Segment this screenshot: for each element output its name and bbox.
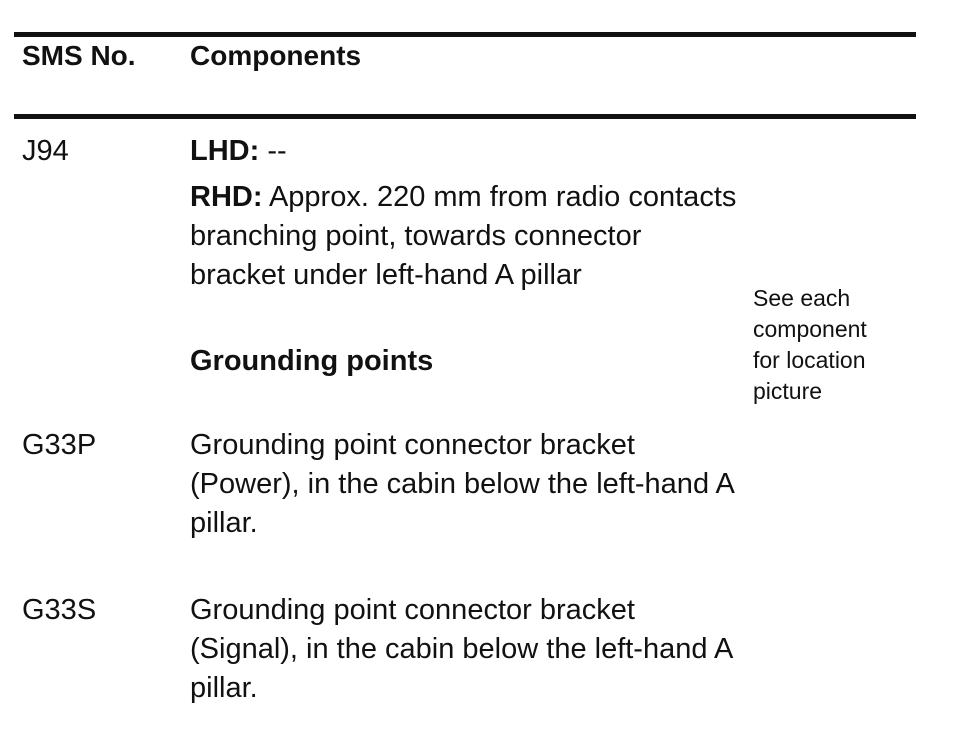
rhd-line-1: [190, 178, 736, 217]
rhd-line-3: bracket under left-hand A pillar: [190, 259, 582, 291]
g33p-line-3: pillar.: [190, 507, 258, 539]
table-top-rule: [14, 32, 916, 37]
side-note-line: picture: [753, 378, 823, 404]
header-components: Components: [190, 40, 362, 71]
rhd-line-2: branching point, towards connector: [190, 220, 642, 252]
lhd-value: --: [259, 135, 287, 167]
g33p-line-2: (Power), in the cabin below the left-hand A: [190, 468, 735, 500]
g33s-line-3: pillar.: [190, 672, 258, 704]
header-sms-no: SMS No.: [22, 40, 136, 71]
table-header-rule: [14, 114, 916, 119]
sms-number-j94: J94: [22, 135, 69, 167]
g33s-line-2: (Signal), in the cabin below the left-hand A: [190, 633, 734, 665]
lhd-label: LHD:: [190, 135, 260, 167]
rhd-label: RHD:: [190, 181, 263, 213]
side-note: [753, 283, 867, 407]
sms-number-g33s: G33S: [22, 594, 97, 626]
rhd-text: Approx. 220 mm from radio contacts: [262, 181, 737, 213]
side-note-line: See each: [753, 285, 851, 311]
g33p-line-1: Grounding point connector bracket: [190, 429, 635, 461]
sms-number-g33p: G33P: [22, 429, 97, 461]
g33s-line-1: Grounding point connector bracket: [190, 594, 635, 626]
side-note-line: component: [753, 316, 867, 342]
grounding-points-heading: Grounding points: [190, 345, 434, 377]
lhd-line: [190, 132, 287, 171]
side-note-line: for location: [753, 347, 866, 373]
